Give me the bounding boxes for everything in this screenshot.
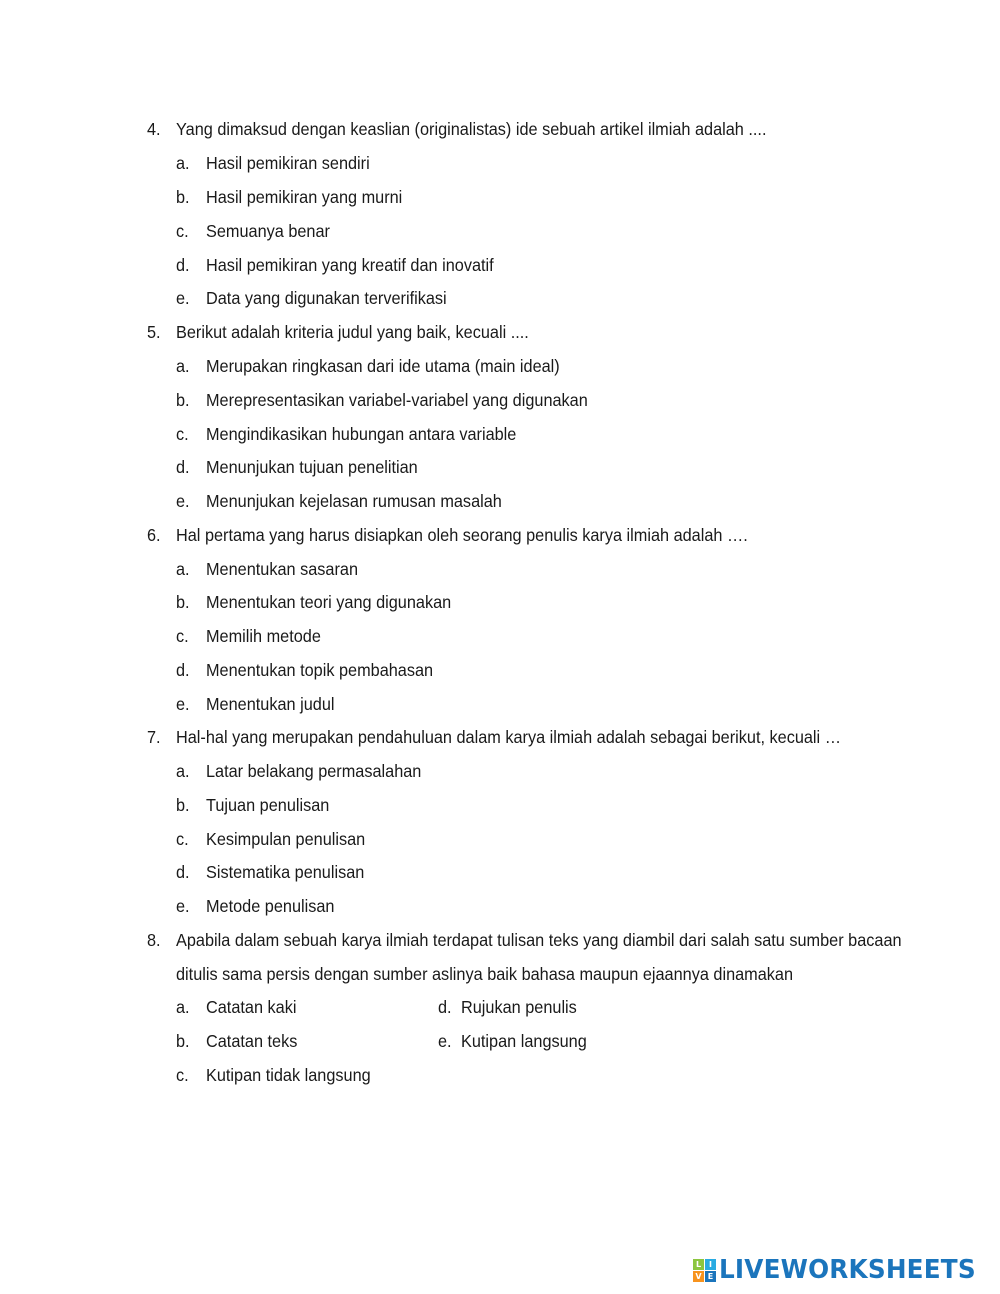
q6-option-d-text[interactable]: Menentukan topik pembahasan	[206, 660, 434, 680]
question-8-text-line2: ditulis sama persis dengan sumber aslinya baik bahasa maupun ejaannya dinamakan	[176, 964, 794, 984]
q4-option-e-text[interactable]: Data yang digunakan terverifikasi	[206, 288, 447, 308]
question-4-number: 4.	[147, 119, 161, 139]
q6-option-d-letter: d.	[176, 660, 190, 680]
logo-tile-e: E	[705, 1271, 716, 1282]
question-7-number: 7.	[147, 727, 161, 747]
q6-option-a-text[interactable]: Menentukan sasaran	[206, 559, 359, 579]
q5-option-c-text[interactable]: Mengindikasikan hubungan antara variable	[206, 424, 517, 444]
q4-option-d-letter: d.	[176, 255, 190, 275]
q6-option-a-letter: a.	[176, 559, 190, 579]
q8-option-a-letter: a.	[176, 997, 190, 1017]
question-6-number: 6.	[147, 525, 161, 545]
logo-tiles-icon	[693, 1259, 716, 1282]
q8-option-a-text[interactable]: Catatan kaki	[206, 997, 297, 1017]
question-4-text: Yang dimaksud dengan keaslian (originalistas) ide sebuah artikel ilmiah adalah ....	[176, 119, 767, 139]
q8-option-c-text[interactable]: Kutipan tidak langsung	[206, 1065, 371, 1085]
q7-option-b-letter: b.	[176, 795, 190, 815]
q8-option-e-text[interactable]: Kutipan langsung	[461, 1031, 587, 1051]
q7-option-a-letter: a.	[176, 761, 190, 781]
logo-wordmark: LIVEWORKSHEETS	[719, 1255, 976, 1285]
q4-option-a-letter: a.	[176, 153, 190, 173]
q8-option-b-letter: b.	[176, 1031, 190, 1051]
logo-tile-l: L	[693, 1259, 704, 1270]
q5-option-d-letter: d.	[176, 457, 190, 477]
q7-option-a-text[interactable]: Latar belakang permasalahan	[206, 761, 422, 781]
question-7-text: Hal-hal yang merupakan pendahuluan dalam karya ilmiah adalah sebagai berikut, kecuali …	[176, 727, 841, 747]
question-8-text-line1: Apabila dalam sebuah karya ilmiah terdapat tulisan teks yang diambil dari salah satu sumber bacaan	[176, 930, 902, 950]
question-6-text: Hal pertama yang harus disiapkan oleh seorang penulis karya ilmiah adalah ….	[176, 525, 748, 545]
q7-option-e-letter: e.	[176, 896, 190, 916]
q7-option-d-text[interactable]: Sistematika penulisan	[206, 862, 365, 882]
q7-option-e-text[interactable]: Metode penulisan	[206, 896, 335, 916]
q4-option-b-text[interactable]: Hasil pemikiran yang murni	[206, 187, 403, 207]
q4-option-b-letter: b.	[176, 187, 190, 207]
logo-tile-i: I	[705, 1259, 716, 1270]
q6-option-b-text[interactable]: Menentukan teori yang digunakan	[206, 592, 452, 612]
q5-option-c-letter: c.	[176, 424, 189, 444]
q5-option-b-letter: b.	[176, 390, 190, 410]
logo-tile-v: V	[693, 1271, 704, 1282]
q8-option-d-letter: d.	[438, 997, 452, 1017]
q5-option-b-text[interactable]: Merepresentasikan variabel-variabel yang digunakan	[206, 390, 588, 410]
q8-option-e-letter: e.	[438, 1031, 452, 1051]
q6-option-e-text[interactable]: Menentukan judul	[206, 694, 335, 714]
q6-option-e-letter: e.	[176, 694, 190, 714]
question-5-text: Berikut adalah kriteria judul yang baik, kecuali ....	[176, 322, 529, 342]
q7-option-b-text[interactable]: Tujuan penulisan	[206, 795, 330, 815]
q6-option-c-letter: c.	[176, 626, 189, 646]
q4-option-d-text[interactable]: Hasil pemikiran yang kreatif dan inovatif	[206, 255, 494, 275]
q4-option-c-letter: c.	[176, 221, 189, 241]
q8-option-b-text[interactable]: Catatan teks	[206, 1031, 298, 1051]
q7-option-c-text[interactable]: Kesimpulan penulisan	[206, 829, 366, 849]
q5-option-a-text[interactable]: Merupakan ringkasan dari ide utama (main ideal)	[206, 356, 560, 376]
q6-option-c-text[interactable]: Memilih metode	[206, 626, 321, 646]
q7-option-c-letter: c.	[176, 829, 189, 849]
q4-option-c-text[interactable]: Semuanya benar	[206, 221, 330, 241]
liveworksheets-logo	[693, 1254, 989, 1286]
q5-option-a-letter: a.	[176, 356, 190, 376]
q4-option-a-text[interactable]: Hasil pemikiran sendiri	[206, 153, 370, 173]
q5-option-e-text[interactable]: Menunjukan kejelasan rumusan masalah	[206, 491, 502, 511]
question-5-number: 5.	[147, 322, 161, 342]
q5-option-e-letter: e.	[176, 491, 190, 511]
q8-option-c-letter: c.	[176, 1065, 189, 1085]
q4-option-e-letter: e.	[176, 288, 190, 308]
q7-option-d-letter: d.	[176, 862, 190, 882]
q6-option-b-letter: b.	[176, 592, 190, 612]
q8-option-d-text[interactable]: Rujukan penulis	[461, 997, 577, 1017]
q5-option-d-text[interactable]: Menunjukan tujuan penelitian	[206, 457, 418, 477]
question-8-number: 8.	[147, 930, 161, 950]
